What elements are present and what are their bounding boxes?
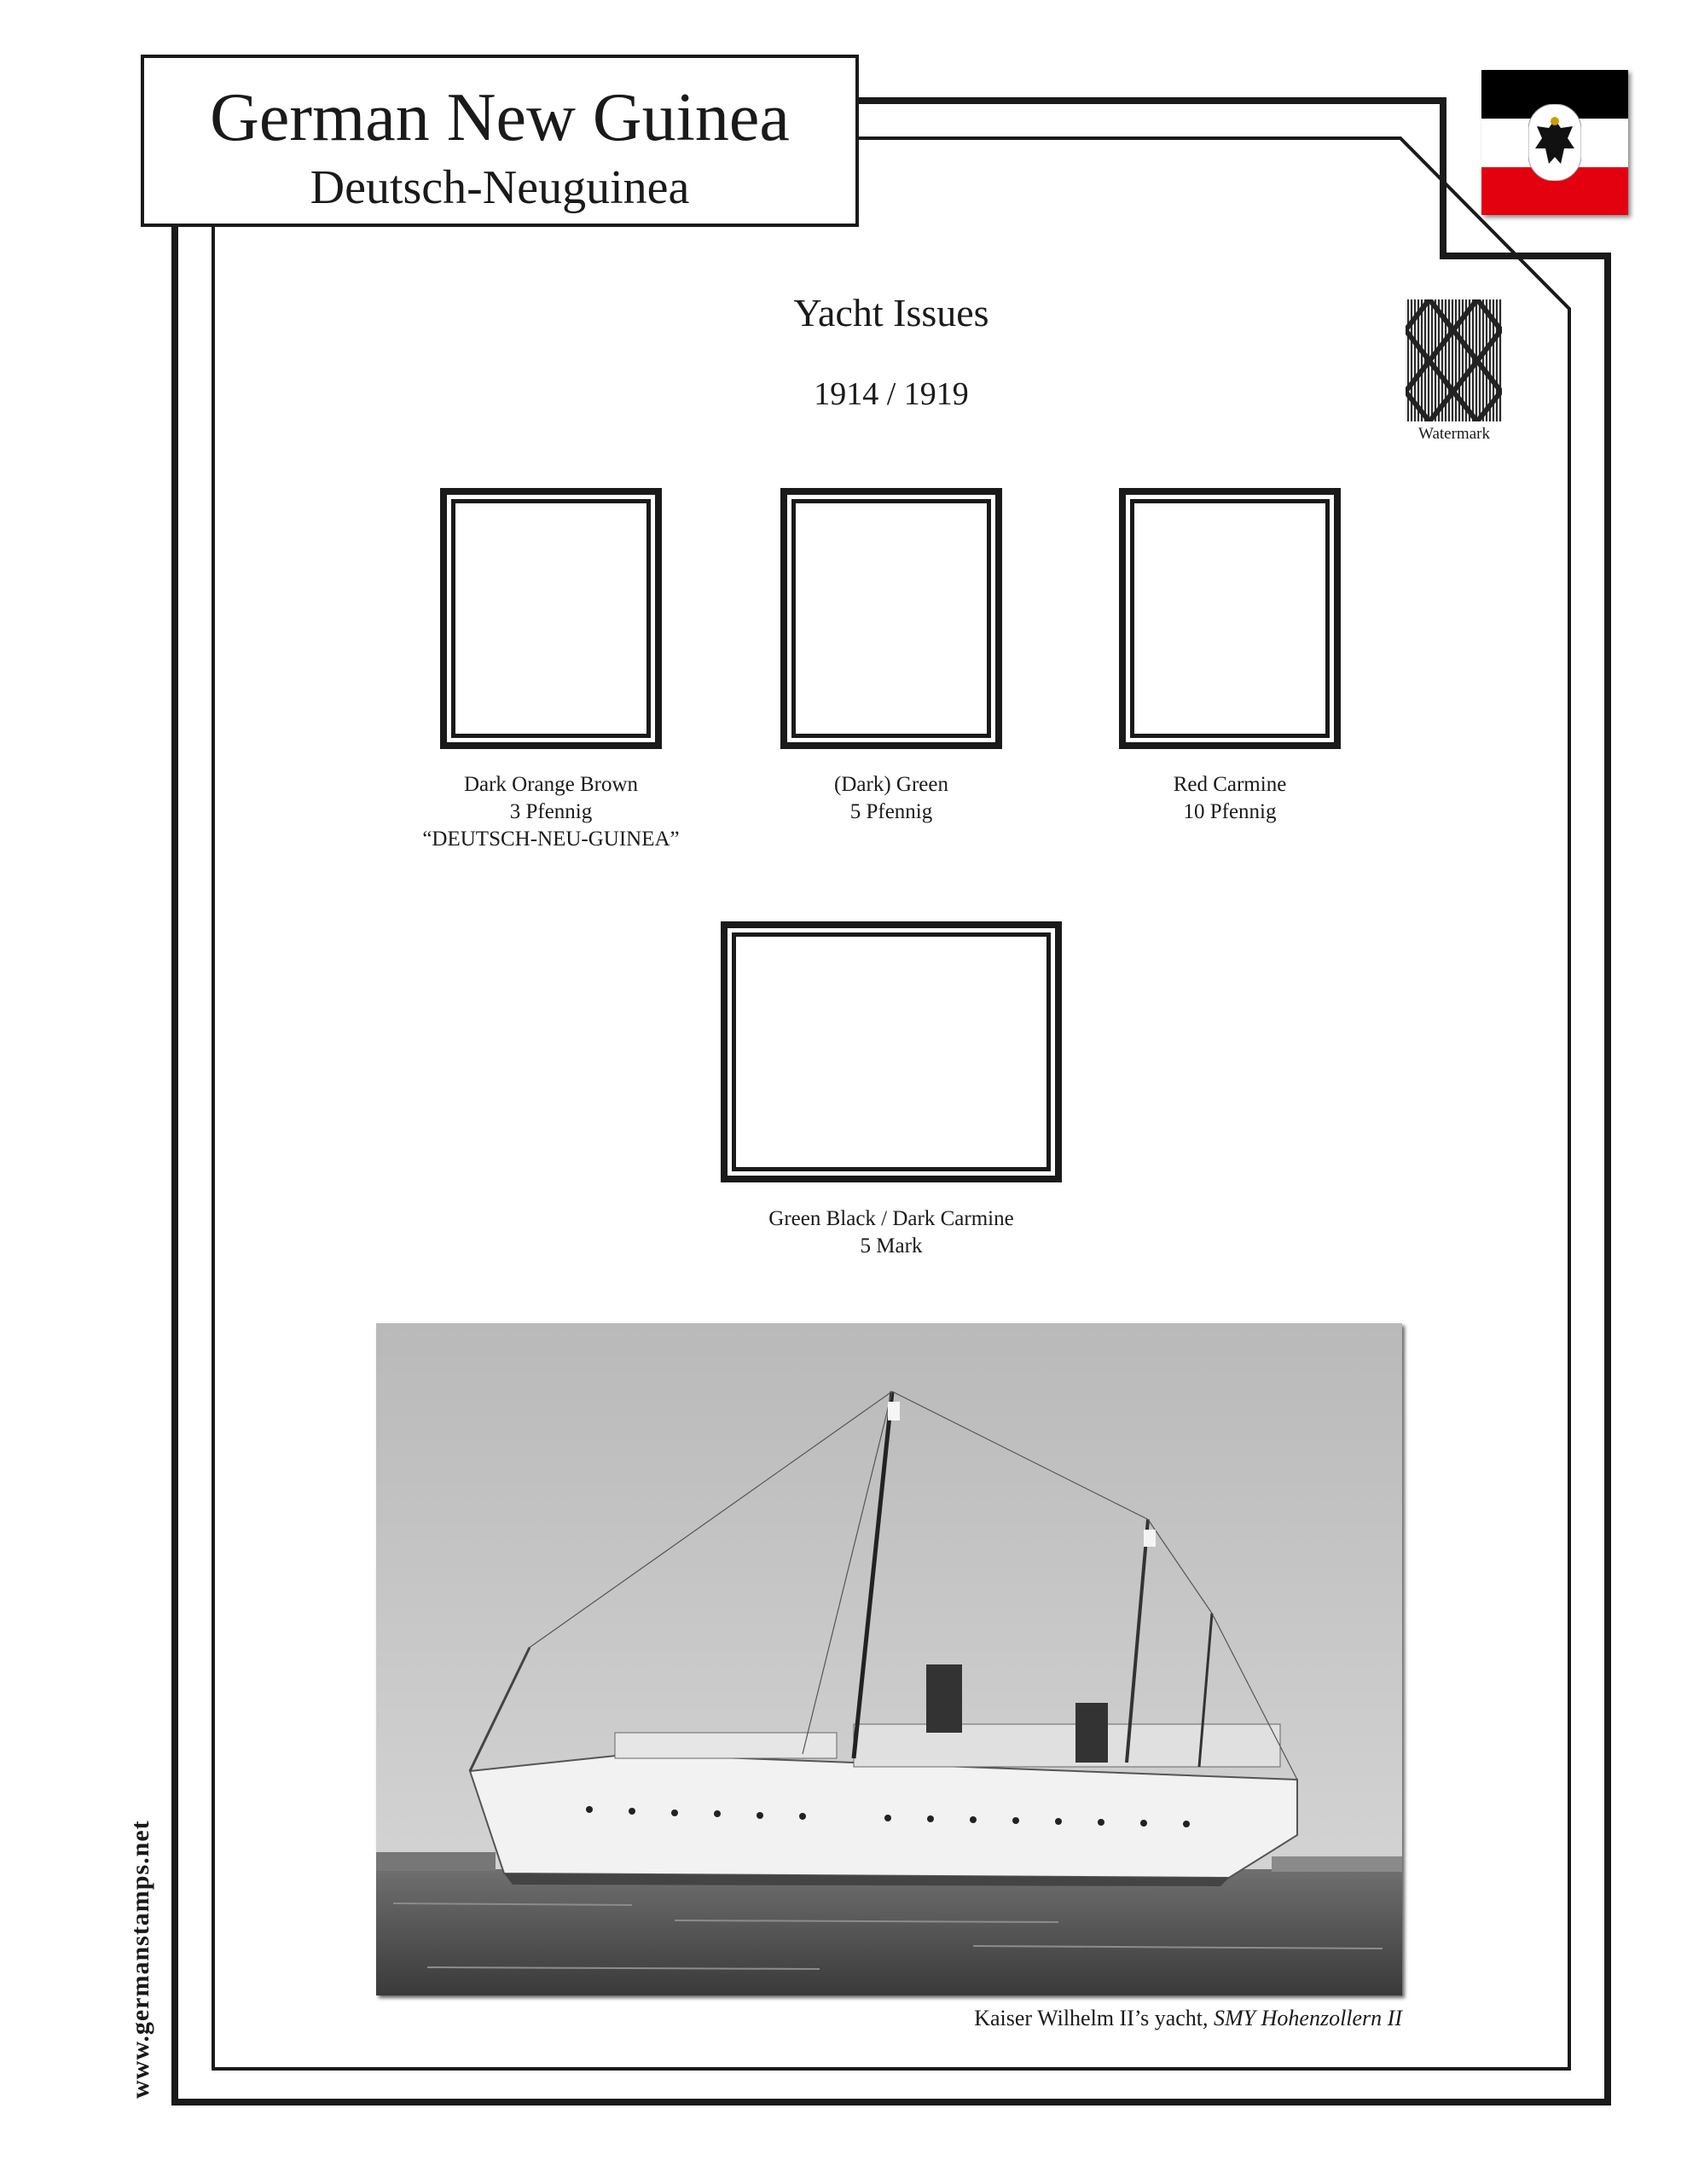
watermark-swatch bbox=[1406, 299, 1502, 421]
stamp-color: Green Black / Dark Carmine bbox=[768, 1207, 1014, 1230]
stamp-value: 3 Pfennig bbox=[509, 800, 593, 823]
page-subtitle: Deutsch-Neuguinea bbox=[310, 161, 690, 214]
stamp-color: (Dark) Green bbox=[834, 773, 948, 796]
stamp-caption-5pf bbox=[721, 771, 1062, 826]
stamp-value: 5 Mark bbox=[860, 1234, 923, 1258]
stamp-value: 10 Pfennig bbox=[1183, 800, 1277, 823]
watermark-label: Watermark bbox=[1418, 425, 1490, 443]
stamp-mount-5mark[interactable] bbox=[721, 921, 1062, 1182]
stamp-caption-3pf bbox=[380, 771, 722, 853]
caption-text: Kaiser Wilhelm II’s yacht, bbox=[974, 2006, 1209, 2030]
stamp-mount-10pf[interactable] bbox=[1119, 488, 1341, 749]
stamp-color: Red Carmine bbox=[1173, 773, 1287, 796]
stamp-inscription: “DEUTSCH-NEU-GUINEA” bbox=[422, 828, 680, 851]
page-title: German New Guinea bbox=[210, 80, 790, 155]
stamp-color: Dark Orange Brown bbox=[463, 773, 639, 796]
stamp-mount-5pf[interactable] bbox=[780, 488, 1002, 749]
stamp-value: 5 Pfennig bbox=[849, 800, 933, 823]
caption-ship-name: SMY Hohenzollern II bbox=[1214, 2006, 1402, 2030]
section-years: 1914 / 1919 bbox=[814, 376, 969, 412]
yacht-photo bbox=[376, 1323, 1402, 1995]
section-title: Yacht Issues bbox=[793, 291, 989, 334]
stamp-caption-10pf bbox=[1059, 771, 1400, 826]
stamp-mount-3pf[interactable] bbox=[440, 488, 662, 749]
website-url[interactable]: www.germanstamps.net bbox=[126, 1820, 154, 2099]
header-box bbox=[141, 55, 859, 227]
stamp-caption-5mark bbox=[721, 1205, 1062, 1260]
imperial-flag-icon bbox=[1481, 70, 1628, 215]
eagle-icon bbox=[1528, 104, 1581, 181]
photo-caption bbox=[974, 2006, 1402, 2031]
